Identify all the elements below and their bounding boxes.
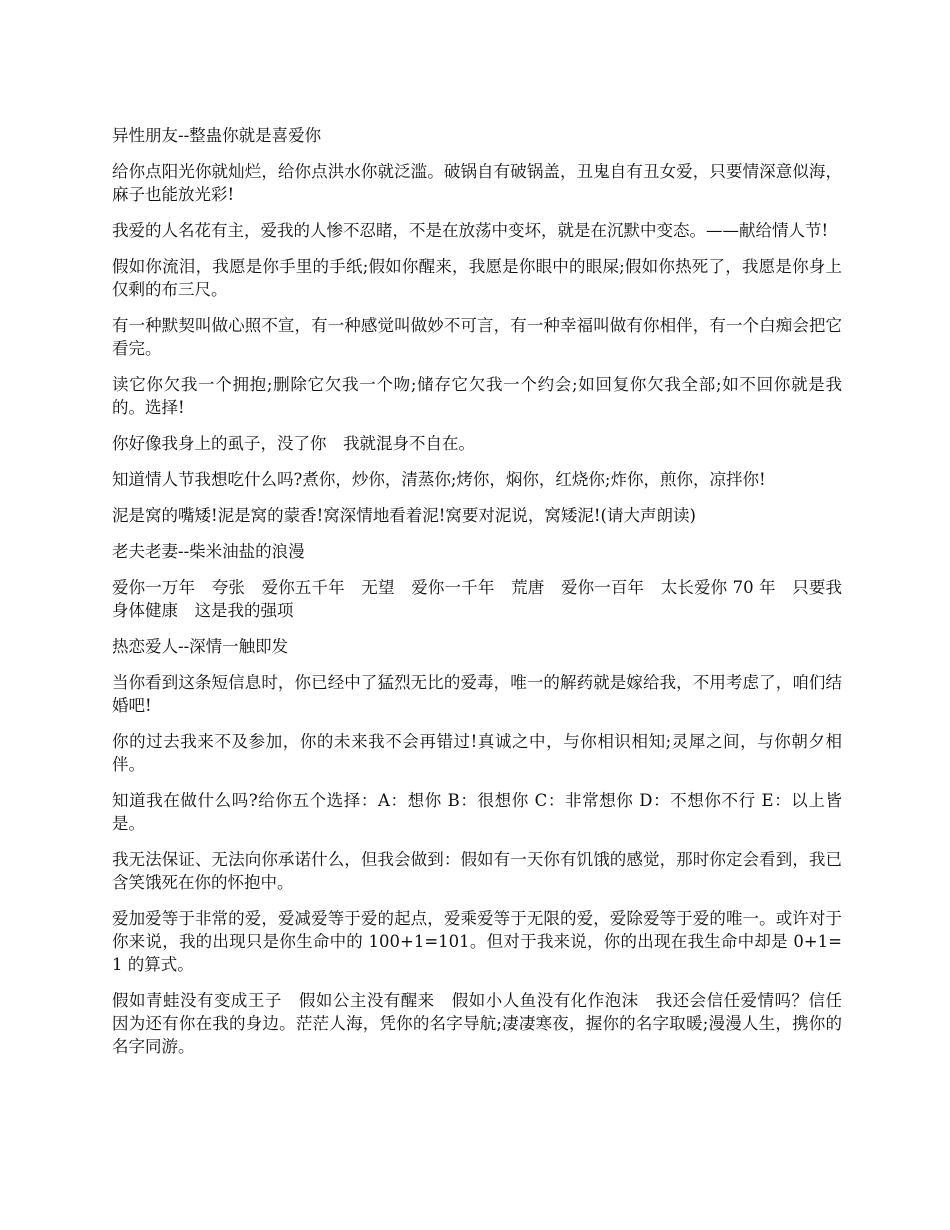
paragraph: 我无法保证、无法向你承诺什么，但我会做到：假如有一天你有饥饿的感觉，那时你定会看到，我已含笑饿死在你的怀抱中。 (112, 850, 842, 892)
paragraph: 我爱的人名花有主，爱我的人惨不忍睹，不是在放荡中变坏，就是在沉默中变态。——献给情人节! (112, 221, 829, 240)
paragraph: 有一种默契叫做心照不宣，有一种感觉叫做妙不可言，有一种幸福叫做有你相伴，有一个白痴会把它看完。 (112, 316, 842, 358)
paragraph: 假如你流泪，我愿是你手里的手纸;假如你醒来，我愿是你眼中的眼屎;假如你热死了，我愿是你身上仅剩的布三尺。 (112, 257, 842, 299)
paragraph: 假如青蛙没有变成王子 假如公主没有醒来 假如小人鱼没有化作泡沫 我还会信任爱情吗？信任 因为还有你在我的身边。茫茫人海，凭你的名字导航;凄凄寒夜，握你的名字取暖;漫漫人生，携你的名字同游。 (112, 991, 859, 1056)
paragraph: 给你点阳光你就灿烂，给你点洪水你就泛滥。破锅自有破锅盖，丑鬼自有丑女爱，只要情深意似海，麻子也能放光彩! (112, 162, 842, 204)
section-heading-passionate-lovers: 热恋爱人--深情一触即发 (112, 637, 289, 656)
paragraph: 读它你欠我一个拥抱;删除它欠我一个吻;储存它欠我一个约会;如回复你欠我全部;如不回你就是我的。选择! (112, 375, 842, 417)
paragraph: 你好像我身上的虱子，没了你 我就混身不自在。 (112, 434, 475, 453)
paragraph: 知道情人节我想吃什么吗?煮你，炒你，清蒸你;烤你，焖你，红烧你;炸你，煎你，凉拌你! (112, 470, 766, 489)
document-body (112, 124, 859, 1071)
paragraph: 泥是窝的嘴矮!泥是窝的蒙香!窝深情地看着泥!窝要对泥说，窝矮泥!(请大声朗读) (112, 506, 696, 525)
section-heading-opposite-sex-friends: 异性朋友--整蛊你就是喜爱你 (112, 126, 322, 145)
paragraph: 知道我在做什么吗?给你五个选择：A：想你 B：很想你 C：非常想你 D：不想你不行 E：以上皆是。 (112, 791, 842, 833)
paragraph: 当你看到这条短信息时，你已经中了猛烈无比的爱毒，唯一的解药就是嫁给我，不用考虑了，咱们结婚吧! (112, 673, 842, 715)
paragraph: 你的过去我来不及参加，你的未来我不会再错过!真诚之中，与你相识相知;灵犀之间，与你朝夕相伴。 (112, 732, 842, 774)
paragraph: 爱加爱等于非常的爱，爱减爱等于爱的起点，爱乘爱等于无限的爱，爱除爱等于爱的唯一。或许对于你来说，我的出现只是你生命中的 100+1=101。但对于我来说，你的出现在我生命中却是 0+1=1 的算式。 (112, 909, 842, 974)
section-heading-old-couple: 老夫老妻--柴米油盐的浪漫 (112, 542, 305, 561)
paragraph: 爱你一万年 夸张 爱你五千年 无望 爱你一千年 荒唐 爱你一百年 太长爱你 70 年 只要我身体健康 这是我的强项 (112, 578, 842, 620)
